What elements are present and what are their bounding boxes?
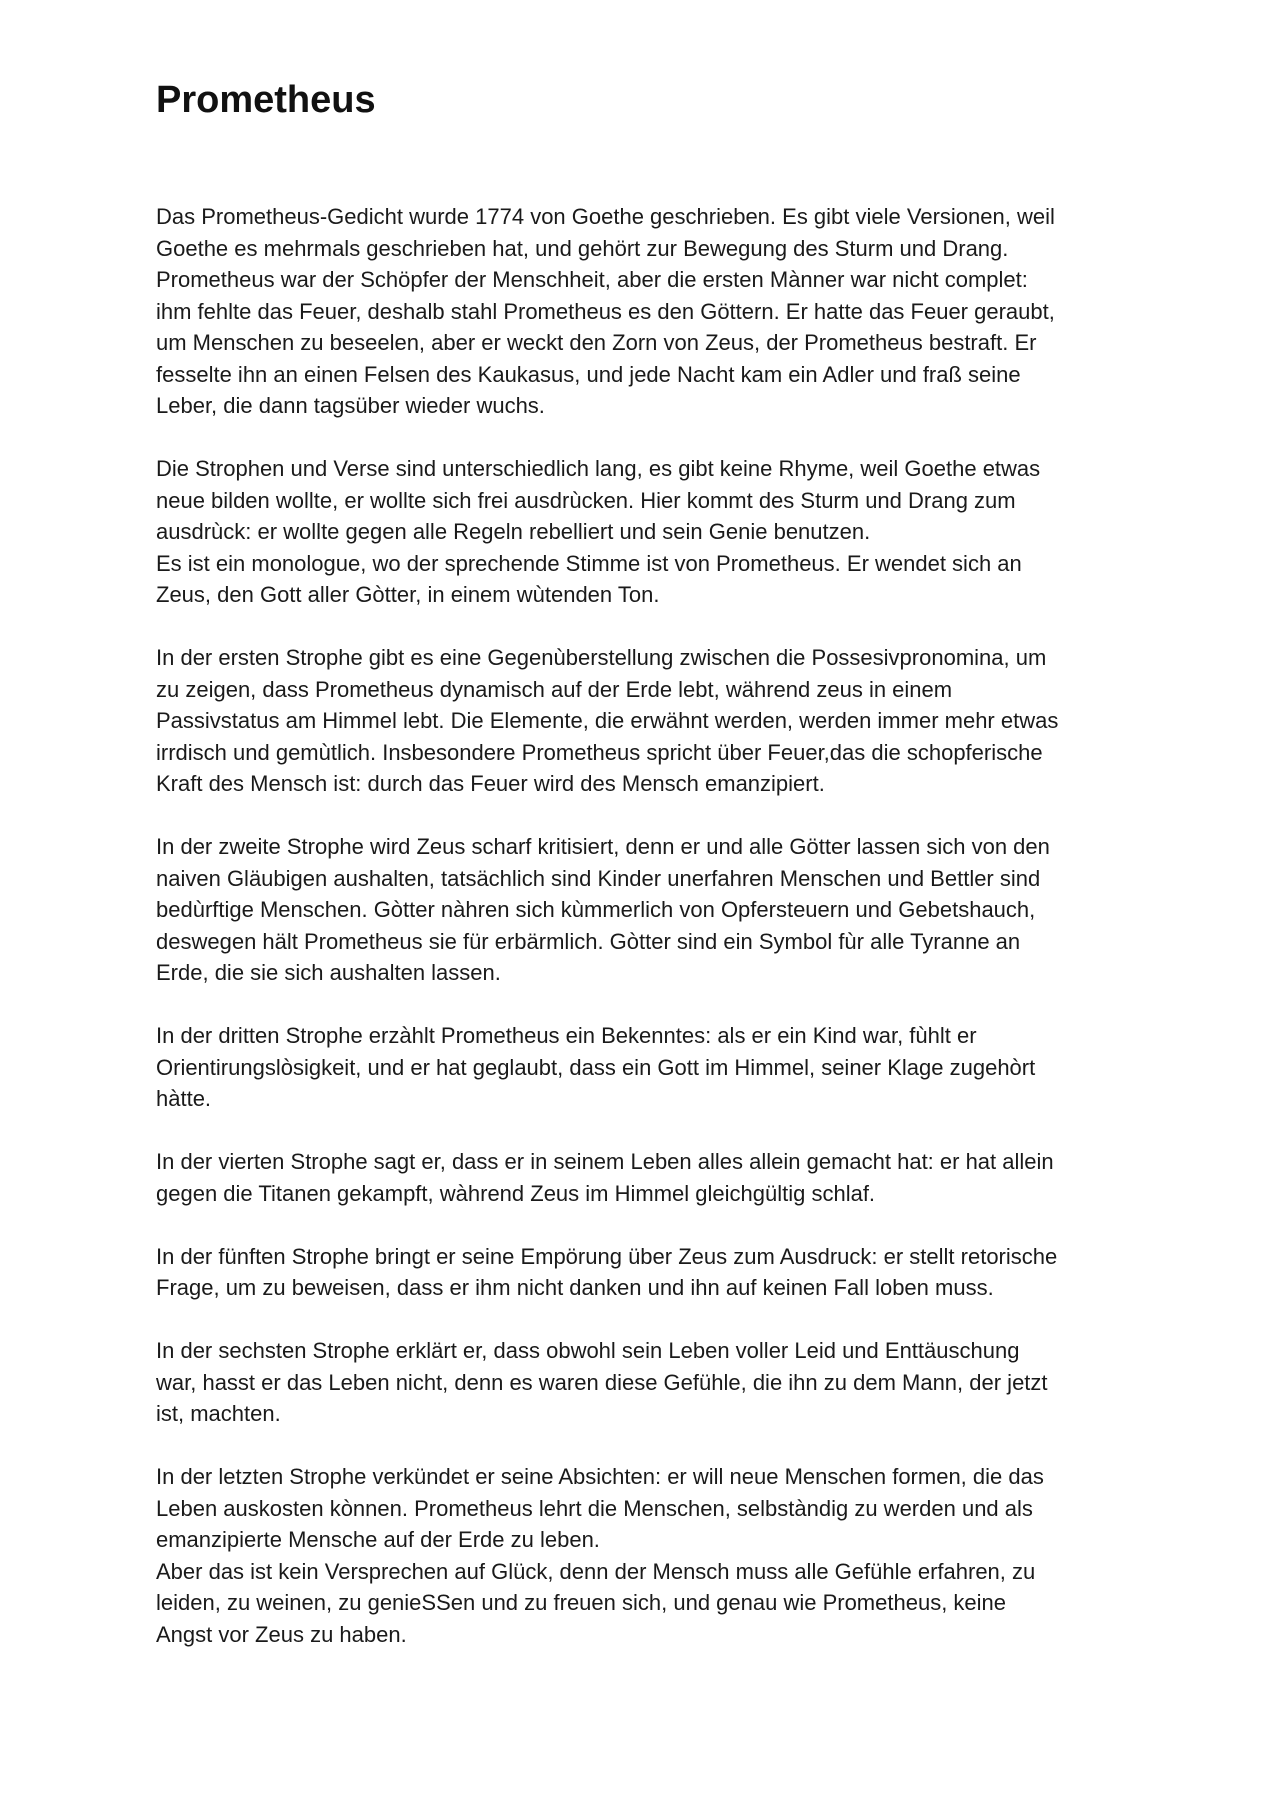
paragraph-intro: Das Prometheus-Gedicht wurde 1774 von Goethe geschrieben. Es gibt viele Versionen, weil Goethe es mehrmals geschrieben hat, und gehört zur Bewegung des Sturm und Drang. Prometheus war der Schöpfer der Menschheit, aber die ersten Mànner war nicht complet: ihm fehlte das Feuer, deshalb stahl Prometheus es den Göttern. Er hatte das Feuer geraubt, um Menschen zu beseelen, aber er weckt den Zorn von Zeus, der Prometheus bestraft. Er fesselte ihn an einen Felsen des Kaukasus, und jede Nacht kam ein Adler und fraß seine Leber, die dann tagsüber wieder wuchs. [156, 204, 1055, 418]
paragraph-monologue: Es ist ein monologue, wo der sprechende Stimme ist von Prometheus. Er wendet sich an Zeus, den Gott aller Gòtter, in einem wùtenden Ton. [156, 550, 1022, 607]
paragraph-strophe-1: In der ersten Strophe gibt es eine Gegenùberstellung zwischen die Possesivpronomina, um zu zeigen, dass Prometheus dynamisch auf der Erde lebt, während zeus in einem Passivstatus am Himmel lebt. Die Elemente, die erwähnt werden, werden immer mehr etwas irrdisch und gemùtlich. Insbesondere Prometheus spricht über Feuer,das die schopferische Kraft des Mensch ist: durch das Feuer wird des Mensch emanzipiert. [156, 645, 1059, 796]
document-title: Prometheus [156, 79, 376, 121]
paragraph-strophe-7: In der letzten Strophe verkündet er seine Absichten: er will neue Menschen formen, die das Leben auskosten kònnen. Prometheus lehrt die Menschen, selbstàndig zu werden und als emanzipierte Mensche auf der Erde zu leben. [156, 1464, 1044, 1552]
paragraph-strophe-6: In der sechsten Strophe erklärt er, dass obwohl sein Leben voller Leid und Enttäuschung war, hasst er das Leben nicht, denn es waren diese Gefühle, die ihn zu dem Mann, der jetzt ist, machten. [156, 1338, 1048, 1426]
paragraph-strophe-2: In der zweite Strophe wird Zeus scharf kritisiert, denn er und alle Götter lassen sich von den naiven Gläubigen aushalten, tatsächlich sind Kinder unerfahren Menschen und Bettler sind bedùrftige Menschen. Gòtter nàhren sich kùmmerlich von Opfersteuern und Gebetshauch, deswegen hält Prometheus sie für erbärmlich. Gòtter sind ein Symbol fùr alle Tyranne an Erde, die sie sich aushalten lassen. [156, 834, 1050, 985]
paragraph-conclusion: Aber das ist kein Versprechen auf Glück, denn der Mensch muss alle Gefühle erfahren, zu leiden, zu weinen, zu genieSSen und zu freuen sich, und genau wie Prometheus, keine Angst vor Zeus zu haben. [156, 1558, 1036, 1647]
paragraph-form: Die Strophen und Verse sind unterschiedlich lang, es gibt keine Rhyme, weil Goethe etwas neue bilden wollte, er wollte sich frei ausdrùcken. Hier kommt des Sturm und Drang zum ausdrùck: er wollte gegen alle Regeln rebelliert und sein Genie benutzen. [156, 456, 1041, 544]
paragraph-strophe-4: In der vierten Strophe sagt er, dass er in seinem Leben alles allein gemacht hat: er hat allein gegen die Titanen gekampft, wàhrend Zeus im Himmel gleichgültig schlaf. [156, 1149, 1054, 1206]
paragraph-strophe-3: In der dritten Strophe erzàhlt Prometheus ein Bekenntes: als er ein Kind war, fùhlt er Orientirungslòsigkeit, und er hat geglaubt, dass ein Gott im Himmel, seiner Klage zugehòrt hàtte. [156, 1023, 1036, 1111]
paragraph-strophe-5: In der fünften Strophe bringt er seine Empörung über Zeus zum Ausdruck: er stellt retorische Frage, um zu beweisen, dass er ihm nicht danken und ihn auf keinen Fall loben muss. [156, 1243, 1058, 1300]
document-page [156, 72, 1136, 1682]
